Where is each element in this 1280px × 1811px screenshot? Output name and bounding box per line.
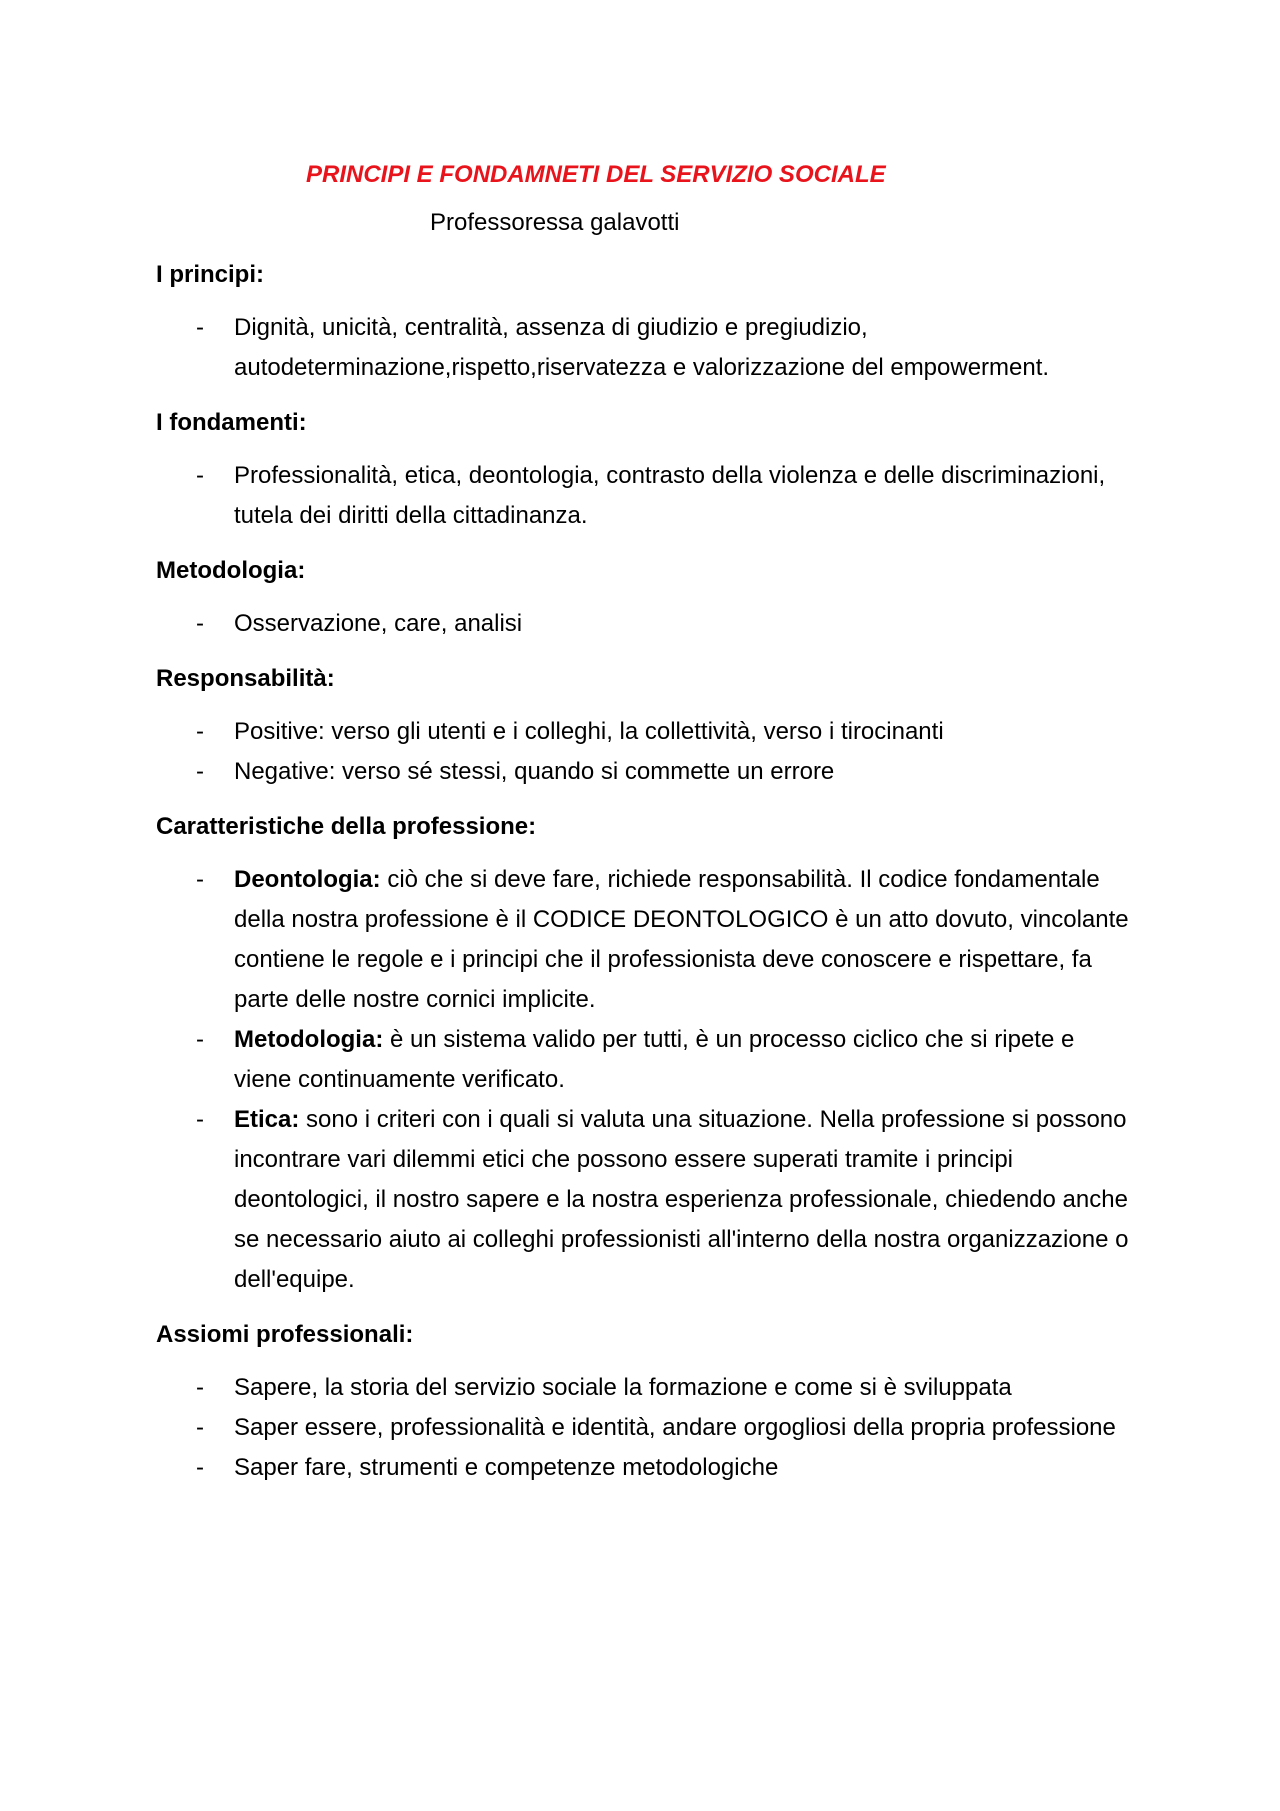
- bullet-dash: -: [196, 1414, 204, 1441]
- bullet-list: [156, 860, 1130, 1300]
- list-item: [156, 308, 1130, 388]
- bullet-dash: -: [196, 866, 204, 893]
- list-item: [156, 752, 1130, 792]
- bullet-list: [156, 712, 1130, 792]
- bullet-dash: -: [196, 718, 204, 745]
- section-heading: I principi:: [156, 261, 264, 288]
- bullet-dash: -: [196, 314, 204, 341]
- bullet-list: [156, 456, 1130, 536]
- sections-container: [156, 258, 1130, 1488]
- bullet-list: [156, 1368, 1130, 1488]
- item-text: Saper essere, professionalità e identità, andare orgogliosi della propria professione: [234, 1414, 1116, 1441]
- section-fondamenti: [156, 406, 1130, 536]
- list-item: [156, 1408, 1130, 1448]
- item-text: Saper fare, strumenti e competenze metodologiche: [234, 1454, 779, 1481]
- bullet-dash: -: [196, 1454, 204, 1481]
- item-text: Professionalità, etica, deontologia, contrasto della violenza e delle discriminazioni, tutela dei diritti della cittadinanza.: [234, 462, 1106, 529]
- list-item: [156, 860, 1130, 1020]
- section-heading: Assiomi professionali:: [156, 1321, 414, 1348]
- item-text: ciò che si deve fare, richiede responsabilità. Il codice fondamentale della nostra professione è il CODICE DEONTOLOGICO è un atto dovuto, vincolante contiene le regole e i principi che il professionista deve conoscere e rispettare, fa parte delle nostre cornici implicite.: [234, 866, 1129, 1013]
- list-item: [156, 604, 1130, 644]
- section-principi: [156, 258, 1130, 388]
- bullet-dash: -: [196, 610, 204, 637]
- bullet-dash: -: [196, 758, 204, 785]
- document-subtitle: Professoressa galavotti: [430, 209, 680, 236]
- section-responsabilita: [156, 662, 1130, 792]
- section-metodologia: [156, 554, 1130, 644]
- list-item: [156, 456, 1130, 536]
- section-heading: Metodologia:: [156, 557, 306, 584]
- section-caratteristiche: [156, 810, 1130, 1300]
- item-text: Negative: verso sé stessi, quando si commette un errore: [234, 758, 835, 785]
- bullet-dash: -: [196, 1106, 204, 1133]
- list-item: [156, 1020, 1130, 1100]
- list-item: [156, 1368, 1130, 1408]
- section-heading: I fondamenti:: [156, 409, 307, 436]
- item-lead: Deontologia:: [234, 866, 381, 893]
- list-item: [156, 712, 1130, 752]
- item-text: è un sistema valido per tutti, è un processo ciclico che si ripete e viene continuamente verificato.: [234, 1026, 1075, 1093]
- list-item: [156, 1448, 1130, 1488]
- item-text: Osservazione, care, analisi: [234, 610, 523, 637]
- section-assiomi: [156, 1318, 1130, 1488]
- item-text: sono i criteri con i quali si valuta una situazione. Nella professione si possono incontrare vari dilemmi etici che possono essere superati tramite i principi deontologici, il nostro sapere e la nostra esperienza professionale, chiedendo anche se necessario aiuto ai colleghi professionisti all'interno della nostra organizzazione o dell'equipe.: [234, 1106, 1129, 1293]
- item-lead: Etica:: [234, 1106, 300, 1133]
- bullet-dash: -: [196, 1026, 204, 1053]
- item-text: Positive: verso gli utenti e i colleghi, la collettività, verso i tirocinanti: [234, 718, 944, 745]
- bullet-dash: -: [196, 462, 204, 489]
- document-title: PRINCIPI E FONDAMNETI DEL SERVIZIO SOCIALE: [306, 161, 886, 188]
- item-text: Sapere, la storia del servizio sociale la formazione e come si è sviluppata: [234, 1374, 1012, 1401]
- bullet-list: [156, 308, 1130, 388]
- item-text: Dignità, unicità, centralità, assenza di giudizio e pregiudizio, autodeterminazione,rispetto,riservatezza e valorizzazione del empowerment.: [234, 314, 1050, 381]
- section-heading: Caratteristiche della professione:: [156, 813, 537, 840]
- item-lead: Metodologia:: [234, 1026, 384, 1053]
- bullet-dash: -: [196, 1374, 204, 1401]
- bullet-list: [156, 604, 1130, 644]
- section-heading: Responsabilità:: [156, 665, 335, 692]
- list-item: [156, 1100, 1130, 1300]
